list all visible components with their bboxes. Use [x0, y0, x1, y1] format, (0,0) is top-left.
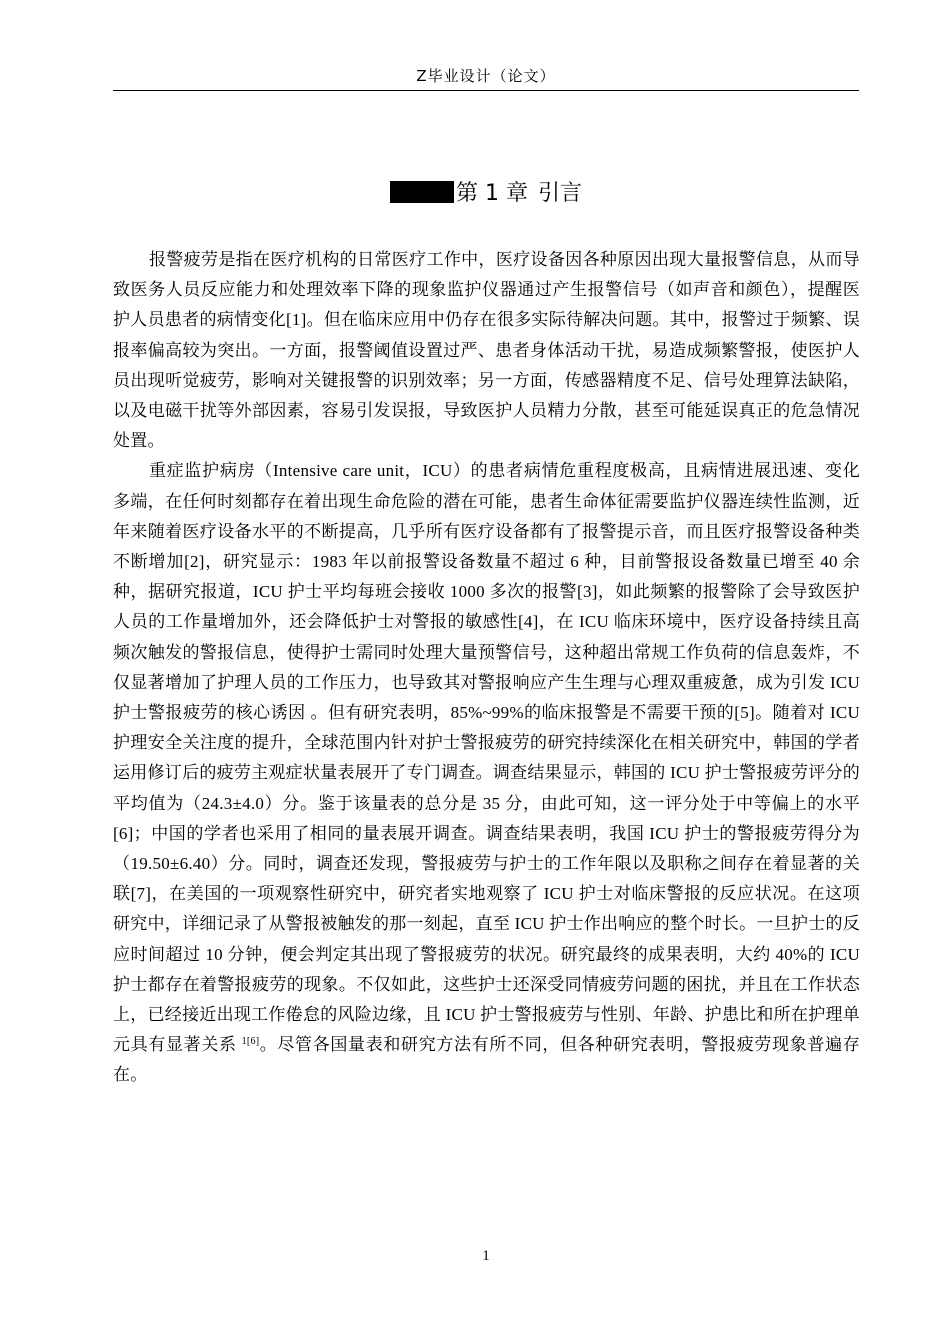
paragraph-2-text: 重症监护病房（Intensive care unit，ICU）的患者病情危重程度极高，且病情进展迅速、变化多端，在任何时刻都存在着出现生命危险的潜在可能，患者生命体征需要监护仪器连续性监测，近年来随着医疗设备水平的不断提高，几乎所有医疗设备都有了报警提示音，而且医疗报警设备种类不断增加[2]，研究显示：1983 年以前报警设备数量不超过 6 种，目前警报设备数量已增至 40 余种，据研究报道，ICU 护士平均每班会接收 1000 多次的报警[3]，如此频繁的报警除了会导致医护人员的工作量增加外，还会降低护士对警报的敏感性[4]，在 ICU 临床环境中，医疗设备持续且高频次触发的警报信息，使得护士需同时处理大量预警信号，这种超出常规工作负荷的信息轰炸，不仅显著增加了护理人员的工作压力，也导致其对警报响应产生生理与心理双重疲惫，成为引发 ICU 护士警报疲劳的核心诱因 。但有研究表明，85%~99%的临床报警是不需要干预的[5]。随着对 ICU 护理安全关注度的提升，全球范围内针对护士警报疲劳的研究持续深化在相关研究中，韩国的学者运用修订后的疲劳主观症状量表展开了专门调查。调查结果显示，韩国的 ICU 护士警报疲劳评分的平均值为（24.3±4.0）分。鉴于该量表的总分是 35 分，由此可知，这一评分处于中等偏上的水平[6]；中国的学者也采用了相同的量表展开调查。调查结果表明，我国 ICU 护士的警报疲劳得分为（19.50±6.40）分。同时，调查还发现，警报疲劳与护士的工作年限以及职称之间存在着显著的关联[7]，在美国的一项观察性研究中，研究者实地观察了 ICU 护士对临床警报的反应状况。在这项研究中，详细记录了从警报被触发的那一刻起，直至 ICU 护士作出响应的整个时长。一旦护士的反应时间超过 10 分钟，便会判定其出现了警报疲劳的状况。研究最终的成果表明，大约 40%的 ICU 护士都存在着警报疲劳的现象。不仅如此，这些护士还深受同情疲劳问题的困扰，并且在工作状态上，已经接近出现工作倦怠的风险边缘，且 ICU 护士警报疲劳与性别、年龄、护患比和所在护理单元具有显著关系 — [113, 461, 860, 1055]
paragraph-2 — [113, 456, 860, 1090]
page-number: 1 — [482, 1248, 490, 1264]
chapter-number: 第 1 章 — [456, 181, 528, 206]
paragraph-2-text-end: 。尽管各国量表和研究方法有所不同，但各种研究表明，警报疲劳现象普遍存在。 — [113, 1035, 861, 1085]
header-rule — [113, 90, 859, 91]
chapter-title: 引言 — [537, 181, 582, 206]
redaction-block — [390, 181, 454, 203]
chapter-heading — [113, 178, 859, 210]
page-header-title: Z毕业设计（论文） — [416, 67, 556, 85]
chapter-body — [113, 245, 860, 1091]
paragraph-1: 报警疲劳是指在医疗机构的日常医疗工作中，医疗设备因各种原因出现大量报警信息，从而导致医务人员反应能力和处理效率下降的现象监护仪器通过产生报警信号（如声音和颜色），提醒医护人员患者的病情变化[1]。但在临床应用中仍存在很多实际待解决问题。其中，报警过于频繁、误报率偏高较为突出。一方面，报警阈值设置过严、患者身体活动干扰，易造成频繁警报，使医护人员出现听觉疲劳，影响对关键报警的识别效率；另一方面，传感器精度不足、信号处理算法缺陷，以及电磁干扰等外部因素，容易引发误报，导致医护人员精力分散，甚至可能延误真正的危急情况处置。 — [113, 250, 860, 451]
citation-superscript: 1[6] — [241, 1036, 260, 1048]
